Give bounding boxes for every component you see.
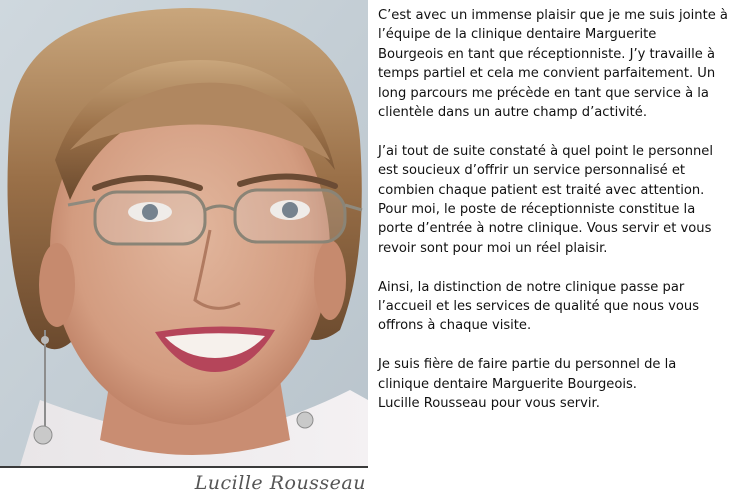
paragraph-intro <box>378 6 728 122</box>
paragraph-service <box>378 142 724 258</box>
paragraph-closing <box>378 355 724 413</box>
portrait-illustration <box>0 0 368 466</box>
text-line: offrons à chaque visite. <box>378 318 532 334</box>
text-line: clinique dentaire Marguerite Bourgeois. <box>378 376 637 392</box>
caption-divider <box>0 466 368 468</box>
text-line: l’accueil et les services de qualité que nous vous <box>378 299 700 315</box>
text-line: temps partiel et cela me convient parfaitement. Un <box>378 66 716 82</box>
text-line: C’est avec un immense plaisir que je me suis jointe à <box>378 8 728 23</box>
text-line: clientèle dans un autre champ d’activité. <box>378 105 647 121</box>
signature-line: Lucille Rousseau pour vous servir. <box>378 396 600 412</box>
text-line: porte d’entrée à notre clinique. Vous servir et vous <box>378 221 712 237</box>
text-line: l’équipe de la clinique dentaire Marguerite <box>378 27 657 43</box>
text-line: revoir sont pour moi un réel plaisir. <box>378 240 608 256</box>
text-line: est soucieux d’offrir un service personnalisé et <box>378 163 686 179</box>
text-line: Bourgeois en tant que réceptionniste. J’y travaille à <box>378 46 716 62</box>
portrait-photo <box>0 0 368 466</box>
text-line: Ainsi, la distinction de notre clinique passe par <box>378 279 685 295</box>
testimonial-text <box>378 6 728 413</box>
text-line: Je suis fière de faire partie du personnel de la <box>378 357 677 373</box>
paragraph-distinction <box>378 278 724 336</box>
text-line: J’ai tout de suite constaté à quel point le personnel <box>378 143 714 159</box>
text-line: long parcours me précède en tant que service à la <box>378 85 709 101</box>
text-line: combien chaque patient est traité avec attention. <box>378 182 705 198</box>
portrait-caption: Lucille Rousseau <box>194 472 366 494</box>
text-line: Pour moi, le poste de réceptionniste constitue la <box>378 202 696 218</box>
